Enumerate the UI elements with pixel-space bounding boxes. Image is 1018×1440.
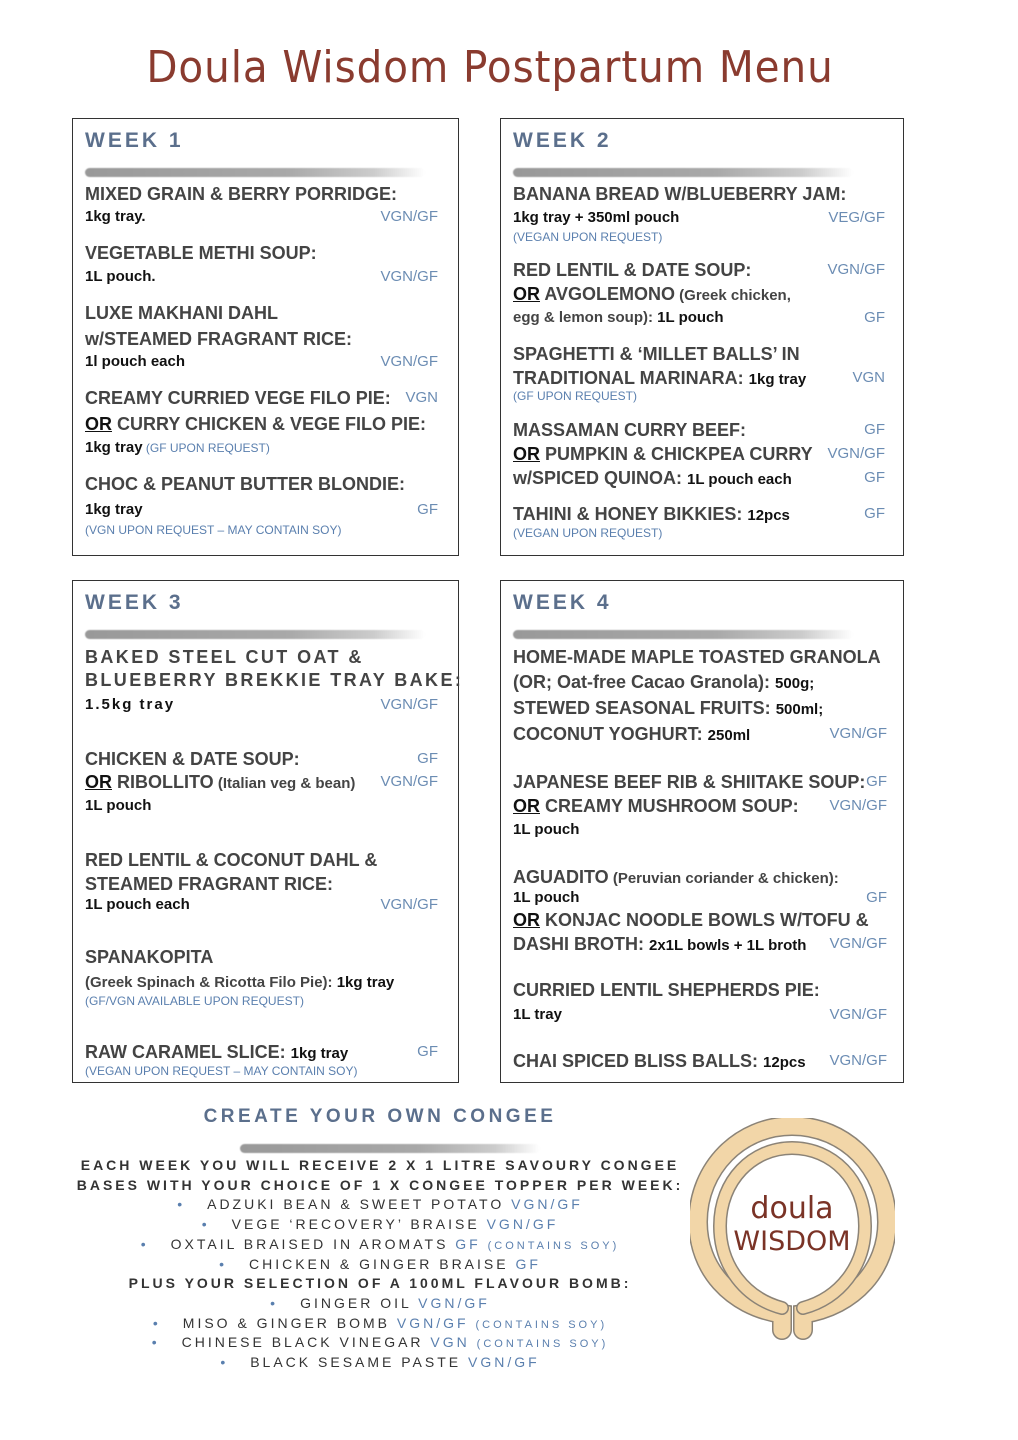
dietary-tag: VGN/GF <box>827 445 885 462</box>
menu-line <box>85 437 270 459</box>
menu-text: 500ml; <box>775 701 824 718</box>
congee-option <box>40 1354 720 1370</box>
menu-text: CHAI SPICED BLISS BALLS: <box>513 1051 764 1071</box>
menu-text: TRADITIONAL MARINARA: <box>513 368 749 388</box>
dietary-tag: GF <box>515 1255 541 1272</box>
congee-text-part: OXTAIL BRAISED IN AROMATS <box>170 1235 456 1252</box>
menu-line <box>85 242 317 264</box>
menu-note: (GF/VGN AVAILABLE UPON REQUEST) <box>85 994 304 1008</box>
menu-text: DASHI BROTH: <box>513 934 649 954</box>
bullet-icon: • <box>177 1196 186 1213</box>
menu-text: BANANA BREAD W/BLUEBERRY JAM: <box>513 184 847 204</box>
menu-line <box>85 1060 358 1082</box>
dietary-tag: VGN/GF <box>380 353 438 370</box>
or-label: OR <box>513 284 540 304</box>
menu-text: TAHINI & HONEY BIKKIES: <box>513 504 748 524</box>
congee-text-part: CHINESE BLACK VINEGAR <box>181 1334 431 1351</box>
congee-option <box>40 1196 720 1212</box>
week-1-card <box>72 118 459 556</box>
menu-text: AVGOLEMONO <box>540 284 675 304</box>
dietary-tag: VGN/GF <box>829 725 887 742</box>
menu-line <box>85 694 175 716</box>
week-heading: WEEK 4 <box>513 591 612 614</box>
dietary-tag: VGN <box>430 1334 477 1351</box>
dietary-tag: VGN <box>852 369 885 386</box>
menu-note: (GF UPON REQUEST) <box>513 389 638 403</box>
menu-line <box>513 419 746 441</box>
menu-text: 1kg tray + 350ml pouch <box>513 209 680 226</box>
dietary-tag: GF <box>864 421 885 438</box>
menu-line <box>513 795 799 817</box>
congee-heading: CREATE YOUR OWN CONGEE <box>203 1106 557 1127</box>
bullet-icon: • <box>219 1255 227 1272</box>
menu-text: 1kg tray <box>290 1045 349 1062</box>
menu-line <box>513 909 869 931</box>
logo-text-wisdom: WISDOM <box>733 1226 851 1257</box>
dietary-tag: VGN/GF <box>486 1216 559 1233</box>
menu-text: 1kg tray <box>336 974 395 991</box>
dietary-tag: VGN/GF <box>380 696 438 713</box>
bullet-icon: • <box>201 1216 210 1233</box>
congee-note: (CONTAINS SOY) <box>487 1239 620 1252</box>
menu-text: COCONUT YOGHURT: <box>513 724 708 744</box>
menu-text: egg & lemon soup): <box>513 309 658 326</box>
menu-line <box>85 387 391 409</box>
menu-line <box>513 467 792 489</box>
or-label: OR <box>85 772 112 792</box>
menu-line <box>513 259 751 281</box>
menu-text: 1L pouch each <box>687 471 792 488</box>
congee-text-part: MISO & GINGER BOMB <box>182 1314 397 1331</box>
brush-divider <box>85 168 425 177</box>
dietary-tag: GF <box>866 773 887 790</box>
dietary-tag: GF <box>864 309 885 326</box>
congee-text-part: BASES WITH YOUR CHOICE OF 1 X CONGEE TOPPER PER WEEK: <box>76 1176 684 1193</box>
dietary-tag: GF <box>866 889 887 906</box>
menu-text: RIBOLLITO <box>112 772 214 792</box>
week-4-card <box>500 580 904 1083</box>
menu-line <box>85 894 190 916</box>
menu-text: 1L pouch each <box>85 896 190 913</box>
menu-line <box>85 771 355 793</box>
menu-line <box>513 385 637 407</box>
menu-line <box>85 328 352 350</box>
menu-text: 1kg tray <box>85 501 143 518</box>
dietary-tag: GF <box>417 750 438 767</box>
menu-line <box>85 302 278 324</box>
menu-line <box>85 351 185 373</box>
menu-text: STEWED SEASONAL FRUITS: <box>513 698 776 718</box>
dietary-tag: VGN <box>405 389 438 406</box>
menu-text: (Peruvian coriander & chicken): <box>608 870 839 887</box>
congee-text-part: CHICKEN & GINGER BRAISE <box>248 1255 516 1272</box>
menu-text: 1L pouch <box>513 821 580 838</box>
menu-line <box>513 697 823 719</box>
dietary-tag: VGN/GF <box>511 1196 583 1213</box>
menu-line <box>85 266 156 288</box>
congee-option <box>40 1236 720 1252</box>
menu-note: (VEGAN UPON REQUEST) <box>513 526 663 540</box>
menu-line <box>513 671 814 693</box>
menu-note: (VEGAN UPON REQUEST – MAY CONTAIN SOY) <box>85 1064 358 1078</box>
menu-text: 1L pouch <box>85 797 152 814</box>
menu-text: 1kg tray. <box>85 208 146 225</box>
brush-divider <box>513 168 853 177</box>
menu-text: CREAMY MUSHROOM SOUP: <box>540 796 799 816</box>
congee-option <box>40 1315 720 1331</box>
menu-line <box>513 979 820 1001</box>
menu-text: (Greek chicken, <box>675 287 791 304</box>
menu-line <box>513 307 724 329</box>
menu-line <box>513 522 662 544</box>
menu-line <box>513 771 865 793</box>
menu-text: (Greek Spinach & Ricotta Filo Pie): <box>85 974 337 991</box>
menu-text: w/STEAMED FRAGRANT RICE: <box>85 329 352 349</box>
menu-line <box>513 1050 806 1072</box>
menu-line <box>85 519 341 541</box>
menu-text: KONJAC NOODLE BOWLS W/TOFU & <box>540 910 869 930</box>
menu-note: (GF UPON REQUEST) <box>142 441 270 455</box>
congee-text <box>40 1177 720 1193</box>
doula-wisdom-logo <box>690 1118 895 1343</box>
brush-divider <box>240 1144 540 1153</box>
congee-text <box>40 1157 720 1173</box>
menu-text: 1kg tray <box>85 439 143 456</box>
menu-text: 1L pouch <box>657 309 724 326</box>
congee-text-part: GINGER OIL <box>300 1294 419 1311</box>
menu-text: 1L pouch. <box>85 268 156 285</box>
menu-text: 1L pouch <box>513 889 580 906</box>
menu-text: HOME-MADE MAPLE TOASTED GRANOLA <box>513 647 881 667</box>
bullet-icon: • <box>140 1235 149 1252</box>
congee-option <box>40 1295 720 1311</box>
or-label: OR <box>513 444 540 464</box>
menu-line <box>85 873 333 895</box>
menu-text: (OR; Oat-free Cacao Granola): <box>513 672 776 692</box>
menu-line <box>85 183 397 205</box>
dietary-tag: GF <box>455 1235 488 1252</box>
menu-line <box>513 933 806 955</box>
dietary-tag: VGN/GF <box>380 773 438 790</box>
menu-note: (VEGAN UPON REQUEST) <box>513 230 663 244</box>
congee-text-part: VEGE ‘RECOVERY’ BRAISE <box>231 1216 487 1233</box>
menu-line <box>513 723 750 745</box>
bullet-icon: • <box>270 1294 279 1311</box>
dietary-tag: VGN/GF <box>380 268 438 285</box>
menu-line <box>85 646 364 668</box>
week-2-card <box>500 118 904 556</box>
menu-line <box>85 473 405 495</box>
congee-option <box>40 1334 720 1350</box>
menu-line <box>85 748 300 770</box>
menu-text: 12pcs <box>763 1054 806 1071</box>
menu-text: JAPANESE BEEF RIB & SHIITAKE SOUP: <box>513 772 866 792</box>
week-heading: WEEK 3 <box>85 591 184 614</box>
menu-line <box>513 646 881 668</box>
menu-text: CURRIED LENTIL SHEPHERDS PIE: <box>513 980 820 1000</box>
week-heading: WEEK 1 <box>85 129 184 152</box>
menu-line <box>513 887 579 909</box>
menu-text: 250ml <box>707 727 751 744</box>
menu-text: MASSAMAN CURRY BEEF: <box>513 420 747 440</box>
menu-text: SPAGHETTI & ‘MILLET BALLS’ IN <box>513 344 800 364</box>
menu-text: 2x1L bowls + 1L broth <box>649 937 807 954</box>
menu-text: (Italian veg & bean) <box>213 775 356 792</box>
menu-text: VEGETABLE METHI SOUP: <box>85 243 317 263</box>
menu-line <box>513 1004 562 1026</box>
brush-divider <box>513 630 853 639</box>
dietary-tag: VEG/GF <box>828 209 885 226</box>
menu-text: 1kg tray <box>748 371 807 388</box>
menu-line <box>85 499 143 521</box>
menu-text: AGUADITO <box>513 867 609 887</box>
dietary-tag: VGN/GF <box>827 261 885 278</box>
menu-line <box>85 669 463 691</box>
menu-text: RED LENTIL & DATE SOUP: <box>513 260 752 280</box>
menu-line <box>513 226 662 248</box>
menu-line <box>513 866 839 888</box>
menu-line <box>513 443 813 465</box>
brush-divider <box>85 630 425 639</box>
congee-text <box>40 1275 720 1291</box>
dietary-tag: VGN/GF <box>829 935 887 952</box>
or-label: OR <box>85 414 112 434</box>
dietary-tag: VGN/GF <box>829 1052 887 1069</box>
menu-text: RAW CARAMEL SLICE: <box>85 1042 291 1062</box>
menu-line <box>85 413 426 435</box>
menu-text: 12pcs <box>747 507 790 524</box>
menu-text: STEAMED FRAGRANT RICE: <box>85 874 333 894</box>
menu-line <box>85 849 377 871</box>
menu-line <box>85 946 213 968</box>
congee-note: (CONTAINS SOY) <box>476 1338 609 1351</box>
menu-line <box>513 183 846 205</box>
dietary-tag: GF <box>417 1043 438 1060</box>
menu-text: PUMPKIN & CHICKPEA CURRY <box>540 444 813 464</box>
menu-line <box>85 990 304 1012</box>
menu-line <box>513 819 579 841</box>
bullet-icon: • <box>152 1314 161 1331</box>
week-3-card <box>72 580 464 1083</box>
congee-text-part: BLACK SESAME PASTE <box>250 1354 469 1370</box>
dietary-tag: VGN/GF <box>829 1006 887 1023</box>
menu-text: BAKED STEEL CUT OAT & <box>85 647 364 667</box>
menu-line <box>85 206 146 228</box>
dietary-tag: GF <box>864 505 885 522</box>
menu-note: (VGN UPON REQUEST – MAY CONTAIN SOY) <box>85 523 342 537</box>
menu-line <box>513 343 800 365</box>
menu-text: MIXED GRAIN & BERRY PORRIDGE: <box>85 184 398 204</box>
bullet-icon: • <box>220 1354 229 1370</box>
dietary-tag: VGN/GF <box>380 896 438 913</box>
menu-text: 1L tray <box>513 1006 562 1023</box>
dietary-tag: GF <box>864 469 885 486</box>
menu-text: w/SPICED QUINOA: <box>513 468 688 488</box>
menu-line <box>513 283 791 305</box>
dietary-tag: VGN/GF <box>380 208 438 225</box>
menu-text: CHICKEN & DATE SOUP: <box>85 749 300 769</box>
bullet-icon: • <box>151 1334 160 1351</box>
dietary-tag: VGN/GF <box>829 797 887 814</box>
menu-text: CREAMY CURRIED VEGE FILO PIE: <box>85 388 391 408</box>
page-title: Doula Wisdom Postpartum Menu <box>146 42 834 93</box>
dietary-tag: GF <box>417 501 438 518</box>
menu-text: CHOC & PEANUT BUTTER BLONDIE: <box>85 474 405 494</box>
week-heading: WEEK 2 <box>513 129 612 152</box>
menu-text: 1.5kg tray <box>85 696 176 713</box>
congee-note: (CONTAINS SOY) <box>475 1318 608 1331</box>
logo-text-doula: doula <box>750 1191 834 1226</box>
menu-text: RED LENTIL & COCONUT DAHL & <box>85 850 378 870</box>
congee-text-part: PLUS YOUR SELECTION OF A 100ML FLAVOUR BOMB: <box>128 1275 632 1292</box>
or-label: OR <box>513 910 540 930</box>
menu-text: 500g; <box>775 675 815 692</box>
congee-option <box>40 1256 720 1272</box>
congee-option <box>40 1216 720 1232</box>
menu-text: BLUEBERRY BREKKIE TRAY BAKE: <box>85 670 464 690</box>
dietary-tag: VGN/GF <box>468 1354 540 1370</box>
congee-text-part: EACH WEEK YOU WILL RECEIVE 2 X 1 LITRE SAVOURY CONGEE <box>80 1157 680 1173</box>
dietary-tag: VGN/GF <box>418 1294 490 1311</box>
menu-text: LUXE MAKHANI DAHL <box>85 303 278 323</box>
menu-text: 1l pouch each <box>85 353 186 370</box>
or-label: OR <box>513 796 540 816</box>
menu-text: SPANAKOPITA <box>85 947 214 967</box>
congee-text-part: ADZUKI BEAN & SWEET POTATO <box>207 1196 512 1213</box>
dietary-tag: VGN/GF <box>396 1314 476 1331</box>
menu-text: CURRY CHICKEN & VEGE FILO PIE: <box>112 414 427 434</box>
menu-line <box>85 795 151 817</box>
